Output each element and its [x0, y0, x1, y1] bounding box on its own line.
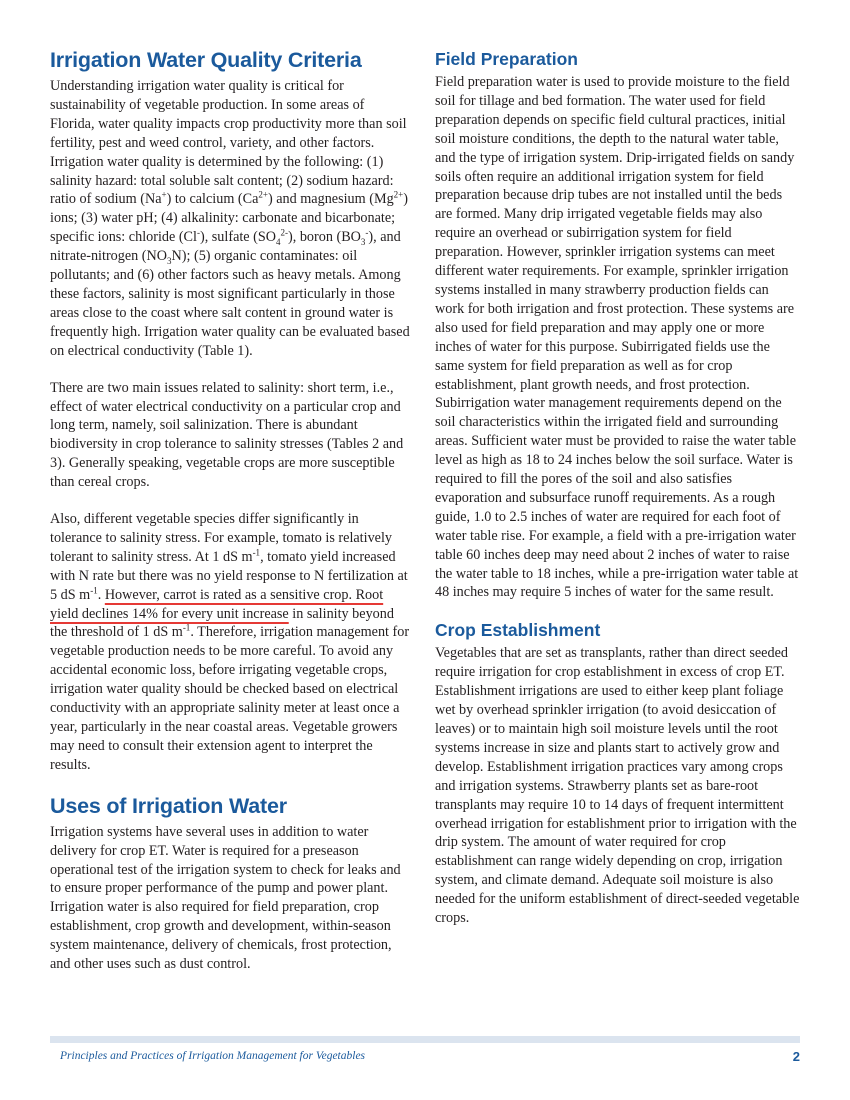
right-column	[435, 47, 800, 928]
paragraph-salinity-issues: There are two main issues related to salinity: short term, i.e., effect of water electrical conductivity on a particular crop and long term, namely, soil salinization. There is abundant biodiversity in crop tolerance to salinity stresses (Tables 2 and 3). Generally speaking, vegetable crops are more susceptible than cereal crops.	[50, 379, 404, 491]
footer-publication-title: Principles and Practices of Irrigation Management for Vegetables	[60, 1050, 366, 1062]
heading-crop-establishment: Crop Establishment	[435, 620, 601, 641]
paragraph-uses: Irrigation systems have several uses in addition to water delivery for crop ET. Water is required for a preseason operational test of the irrigation system to check for leaks and to ensure proper performance of the pump and power plant. Irrigation water is also required for field preparation, crop establishment, crop growth and development, within-season system maintenance, delivery of chemicals, frost protection, and other uses such as dust control.	[50, 823, 401, 973]
page-number: 2	[792, 1049, 800, 1064]
paragraph-vegetable-tolerance: Also, different vegetable species differ significantly in tolerance to salinity stress. For example, tomato is relatively tolerant to salinity stress. At 1 dS $m^{-1}$, tomato yield increased with N rate but there was no yield response to N fertilization at 5 dS $m^{-1}$. However, carrot is rated as a sensitive crop. Root yield declines 14% for every unit increase in salinity beyond the threshold of 1 dS $m^{-1}$. Therefore, irrigation management for vegetable production needs to be more careful. To avoid any accidental economic loss, before irrigating vegetable crops, irrigation water quality should be checked based on electrical conductivity with an appropriate salinity meter at least once a year, particularly in the near coastal areas. Vegetable growers may need to consult their extension agent to interpret the results.	[50, 511, 410, 773]
left-column	[50, 47, 412, 974]
heading-field-preparation: Field Preparation	[435, 49, 578, 69]
highlighted-underline-text: However, carrot is rated as a sensitive crop. Root yield declines 14% for every unit increase	[50, 586, 384, 622]
heading-uses-of-irrigation-water: Uses of Irrigation Water	[50, 793, 287, 818]
paragraph-field-preparation: Field preparation water is used to provide moisture to the field soil for tillage and bed formation. The water used for field preparation depends on specific field cultural practices, initial soil moisture conditions, the depth to the natural water table, and the type of irrigation system. Drip-irrigated fields on sandy soils often require an additional irrigation system for field preparation because drip tubes are not installed until the beds are formed. Many drip irrigated vegetable fields may also require an overhead or subirrigation system for field preparation. However, sprinkler irrigation systems can meet different water requirements. For example, sprinkler irrigation systems installed in many strawberry production fields can work for both irrigation and frost protection. These systems are also used for field preparation and may apply one or more inches of water for this purpose. Subirrigated fields use the same system for field preparation as well as for crop establishment, plant growth needs, and frost protection. Subirrigation water management requirements depend on the soil characteristics within the irrigated field and surrounding areas. Sufficient water must be provided to raise the water table level as high as 18 to 24 inches below the soil surface. Water is required to fill the pores of the soil and also satisfies evaporation and subsurface runoff requirements. As a rough guide, 1.0 to 2.5 inches of water are required for each foot of water table rise. For example, a field with a pre-irrigation water table 60 inches deep may need about 2 inches of water to raise the water table to 18 inches, while a pre-irrigation water table at 48 inches may require 5 inches of water for the same result.	[435, 74, 799, 601]
paragraph-crop-establishment: Vegetables that are set as transplants, rather than direct seeded require irrigation for crop establishment in excess of crop ET. Establishment irrigations are used to either keep plant foliage wet by overhead sprinkler irrigation (to avoid desiccation of leaves) or to maintain high soil moisture levels until the root systems increase in size and plants start to actively grow and develop. Establishment irrigation practices vary among crops and irrigation systems. Strawberry plants set as bare-root transplants may require 10 to 14 days of frequent intermittent overhead irrigation for establishment prior to irrigation with the drip system. The amount of water required for crop establishment can range widely depending on crop, irrigation system, and climate demand. Adequate soil moisture is also needed for the uniform establishment of direct-seeded vegetable crops.	[435, 645, 800, 927]
heading-irrigation-water-quality: Irrigation Water Quality Criteria	[50, 48, 362, 72]
paragraph-quality-intro: Understanding irrigation water quality is critical for sustainability of vegetable production. In some areas of Florida, water quality impacts crop productivity more than soil fertility, pest and weed control, variety, and other factors. Irrigation water quality is determined by the following: (1) salinity hazard: total soluble salt content; (2) sodium hazard: ratio of sodium (Na+) to calcium $(Ca^{2+})$ and magnesium $(Mg^{2+})$ ions; (3) water pH; (4) alkalinity: carbonate and bicarbonate; specific ions: chloride (Cl-), sulfate $(SO_4^{2-})$, boron $(BO_3^-)$, and nitrate-nitrogen $(NO_3N)$; (5) organic contaminates: oil pollutants; and (6) other factors such as heavy metals. Among these factors, salinity is most significant particularly in those areas close to the coast where salt content in ground water is frequently high. Irrigation water quality can be evaluated based on electrical conductivity (Table 1).	[50, 78, 410, 359]
footer-divider	[50, 1036, 800, 1043]
